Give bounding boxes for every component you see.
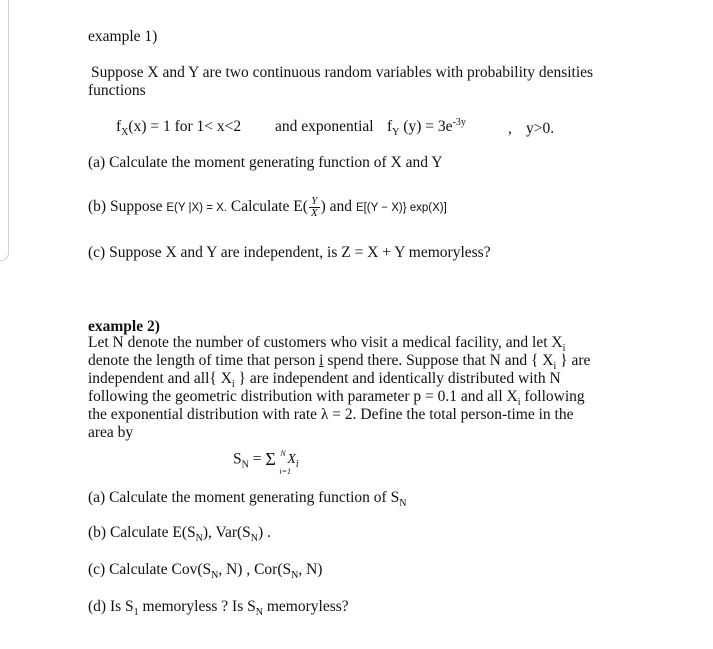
fraction-y-over-x: $\frac{Y}{X}$ xyxy=(310,195,318,219)
example1-intro-line1: Suppose X and Y are two continuous random variables with probability densities xyxy=(91,64,594,81)
example2-part-b: (b) Calculate $E(S_N)$, $Var(S_N)$ . xyxy=(88,524,271,545)
example1-density-fy: $f_Y$ $(y) = 3e^{-3y}$ xyxy=(387,116,466,139)
example2-paragraph-line5: the exponential distribution with rate λ = 2. Define the total person-time in the xyxy=(88,406,574,423)
example2-paragraph-line3: independent and all{ $X_i$ } are independent and identically distributed with N xyxy=(88,370,561,391)
example1-density-fx: $f_X(x) = 1$ for 1< x<2 xyxy=(116,118,242,139)
part-b-condition: E(Y |X) = X. xyxy=(166,202,227,215)
page-edge-decoration xyxy=(0,0,9,261)
example1-part-c: (c) Suppose X and Y are independent, is Z = X + Y memoryless? xyxy=(88,244,491,261)
example1-density-condition: y>0. xyxy=(526,120,555,137)
example2-part-d: (d) Is $S_1$ memoryless ? Is $S_N$ memoryless? xyxy=(88,598,349,619)
example1-part-a: (a) Calculate the moment generating function of X and Y xyxy=(88,154,443,171)
example1-density-and: and exponential xyxy=(275,118,374,135)
example2-paragraph-line4: following the geometric distribution with parameter p = 0.1 and all $X_i$ following xyxy=(88,388,585,409)
example2-heading: example 2) xyxy=(88,318,160,335)
example1-density-comma: , xyxy=(508,120,512,137)
part-b-expectation: E[(Y − X)} exp(X)] xyxy=(355,202,447,215)
example1-part-b: (b) Suppose E(Y |X) = X. Calculate E( $\frac{Y}{X}$ ) and E[(Y − X)} exp(X)] xyxy=(88,195,447,219)
example2-paragraph-line2: denote the length of time that person i spend there. Suppose that N and { $X_i$ } are xyxy=(88,352,591,373)
summation-expression: Σ N i=1 $X_i$ xyxy=(265,449,299,476)
example1-heading: example 1) xyxy=(88,28,158,45)
example2-paragraph-line1: Let N denote the number of customers who visit a medical facility, and let $X_i$ xyxy=(88,334,566,355)
example2-part-a: (a) Calculate the moment generating function of $S_N$ xyxy=(88,489,407,510)
sn-definition: $S_N$ = Σ N i=1 $X_i$ xyxy=(233,449,299,476)
example2-paragraph-line6: area by xyxy=(88,424,134,441)
example1-intro-line2: functions xyxy=(88,82,146,99)
example2-part-c: (c) Calculate $Cov(S_N$, N) , $Cor(S_N$, N) xyxy=(88,561,323,582)
